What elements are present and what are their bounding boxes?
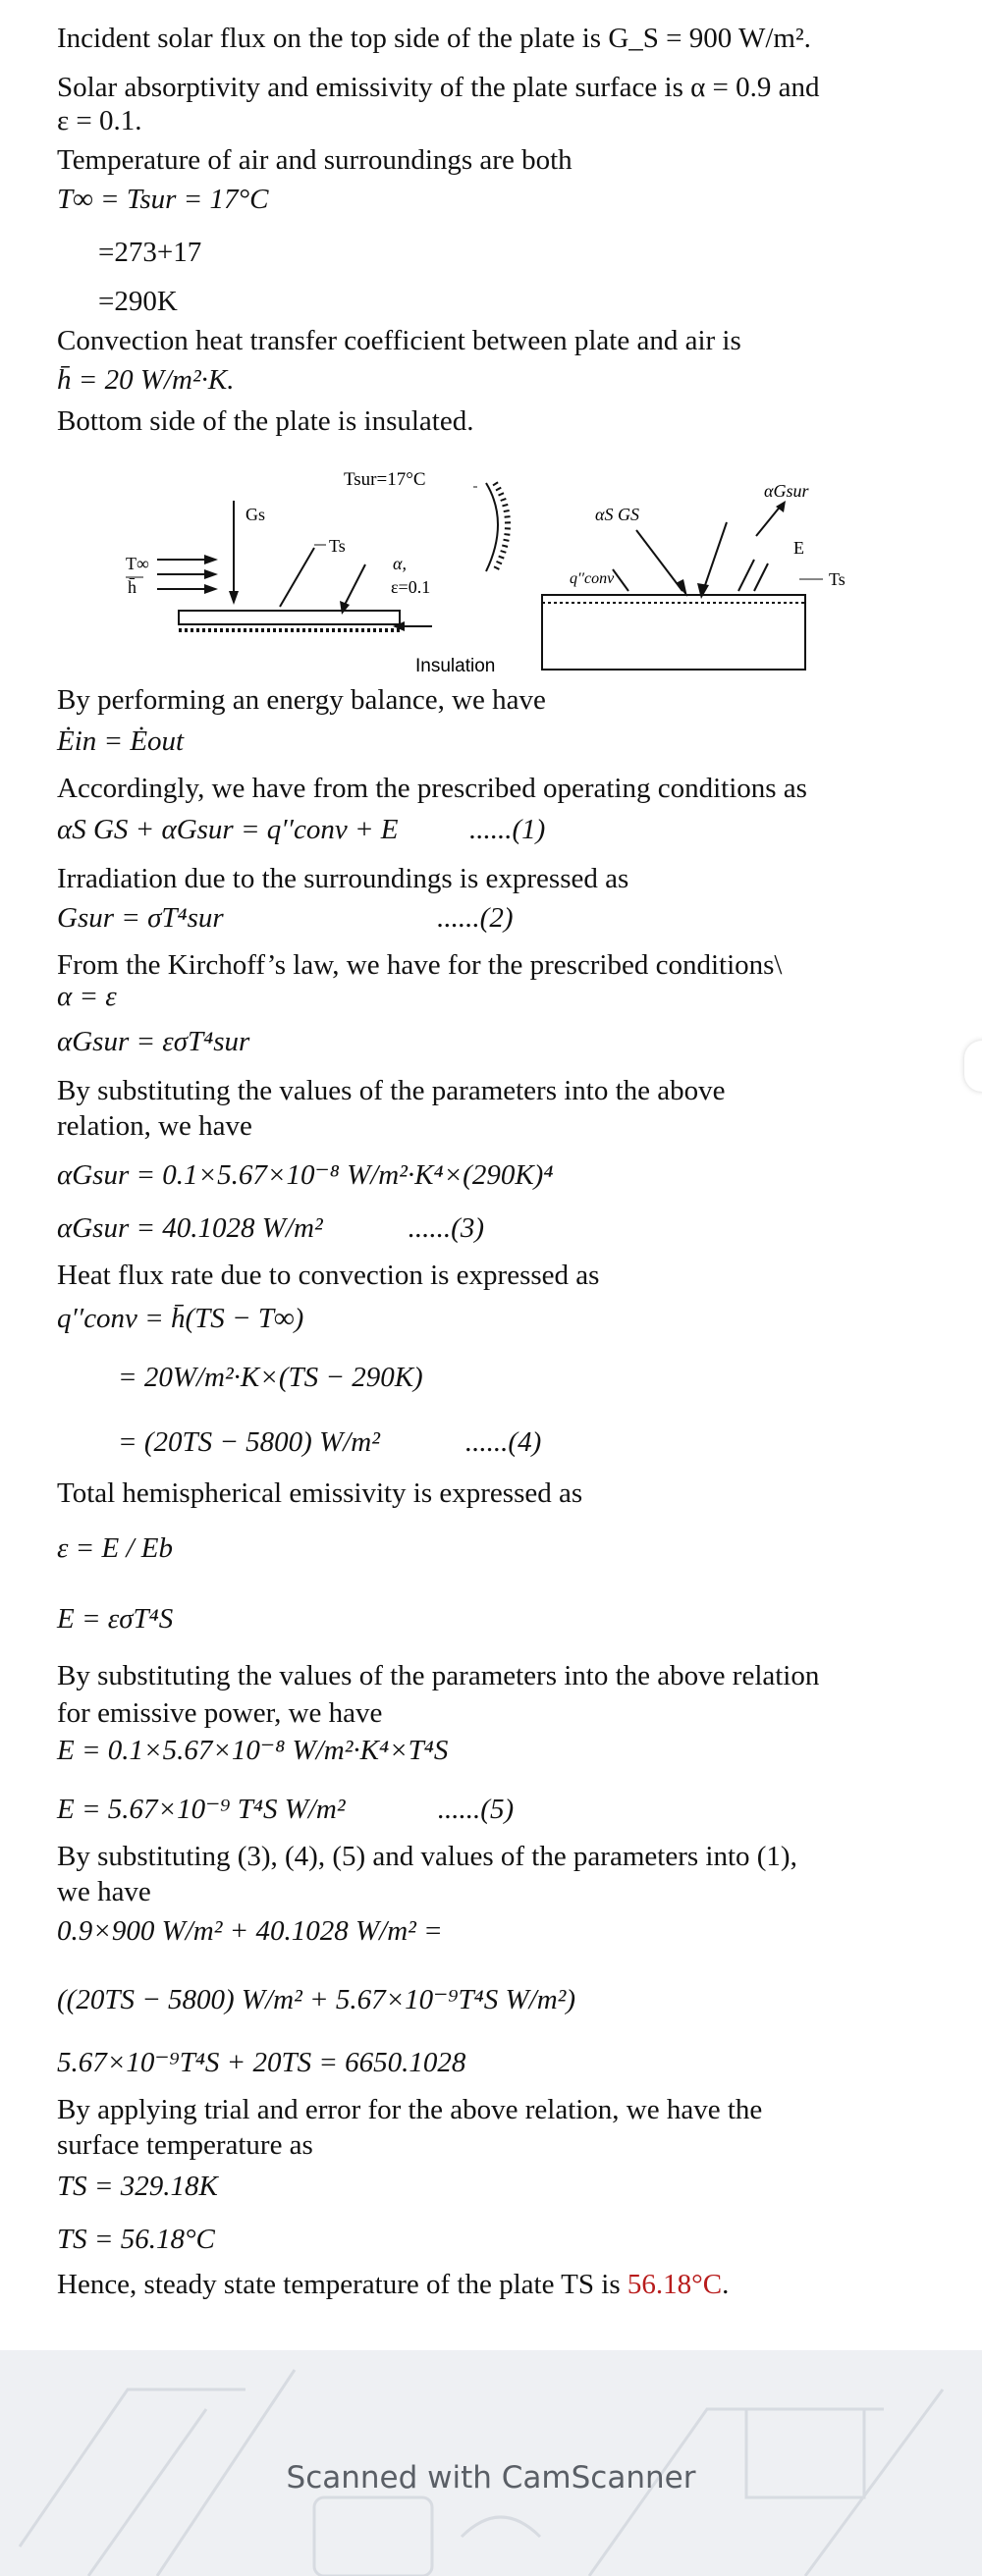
equation: =290K [98, 286, 178, 317]
text-line: surface temperature as [57, 2129, 313, 2161]
equation: TS = 329.18K [57, 2171, 218, 2202]
text-line: By substituting the values of the parameters into the above relation [57, 1660, 820, 1691]
camscanner-footer [0, 2350, 982, 2576]
text-line: Heat flux rate due to convection is expressed as [57, 1260, 600, 1291]
text-line: By performing an energy balance, we have [57, 684, 546, 716]
equation: TS = 56.18°C [57, 2224, 215, 2255]
label-hbar: h̄ [128, 577, 136, 597]
equation: q′′conv = h̄(TS − T∞) [57, 1303, 304, 1334]
answer-value: 56.18°C [627, 2269, 723, 2300]
equation: 0.9×900 W/m² + 40.1028 W/m² = [57, 1915, 443, 1947]
label-insulation: Insulation [415, 656, 496, 676]
label-alpha: α, [393, 554, 407, 573]
plate-diagram [108, 461, 854, 687]
footer-text: Scanned with CamScanner [286, 2460, 696, 2496]
scroll-handle[interactable] [964, 1041, 982, 1092]
text-line: Bottom side of the plate is insulated. [57, 405, 474, 437]
equation: E = 0.1×5.67×10⁻⁸ W/m²·K⁴×T⁴S [57, 1735, 449, 1766]
text-line: By substituting (3), (4), (5) and values of the parameters into (1), [57, 1841, 797, 1872]
label-alpha-gs: αS GS [595, 505, 639, 524]
equation: αGsur = 40.1028 W/m² ......(3) [57, 1212, 484, 1244]
text-line: Solar absorptivity and emissivity of the plate surface is α = 0.9 and [57, 72, 820, 103]
equation: Gsur = σT⁴sur ......(2) [57, 902, 514, 934]
equation: = (20TS − 5800) W/m² ......(4) [118, 1426, 542, 1458]
conclusion-suffix: . [722, 2269, 730, 2300]
text-line: By applying trial and error for the above relation, we have the [57, 2094, 763, 2125]
equation: = 20W/m²·K×(TS − 290K) [118, 1362, 423, 1393]
label-ts-left: Ts [329, 536, 346, 556]
label-eps: ε=0.1 [391, 577, 431, 597]
text-line: ε = 0.1. [57, 105, 142, 136]
equation: E = εσT⁴S [57, 1603, 174, 1635]
text-line: Convection heat transfer coefficient between plate and air is [57, 325, 741, 356]
label-tsur: Tsur=17°C [344, 469, 426, 490]
text-line: Incident solar flux on the top side of the plate is G_S = 900 W/m². [57, 23, 811, 54]
label-gs: Gs [246, 505, 266, 524]
equation: αGsur = 0.1×5.67×10⁻⁸ W/m²·K⁴×(290K)⁴ [57, 1159, 554, 1191]
text-line: Accordingly, we have from the prescribed operating conditions as [57, 773, 807, 804]
equation: =273+17 [98, 237, 202, 268]
label-tinf: T∞ [126, 554, 149, 573]
conclusion-line [57, 2268, 729, 2301]
conclusion-prefix: Hence, steady state temperature of the plate TS is [57, 2269, 627, 2300]
text-line: we have [57, 1876, 151, 1907]
equation: E = 5.67×10⁻⁹ T⁴S W/m² ......(5) [57, 1794, 515, 1825]
text-line: Irradiation due to the surroundings is expressed as [57, 863, 629, 894]
text-line: for emissive power, we have [57, 1697, 383, 1729]
equation: ((20TS − 5800) W/m² + 5.67×10⁻⁹T⁴S W/m²) [57, 1984, 576, 2015]
equation: ε = E / Eb [57, 1532, 173, 1564]
text-line: From the Kirchoff’s law, we have for the prescribed conditions\ [57, 949, 783, 981]
label-e: E [793, 538, 804, 558]
equation: α = ε [57, 981, 117, 1012]
equation: T∞ = Tsur = 17°C [57, 184, 269, 215]
equation: αGsur = εσT⁴sur [57, 1026, 250, 1057]
equation: αS GS + αGsur = q′′conv + E ......(1) [57, 814, 546, 845]
equation: 5.67×10⁻⁹T⁴S + 20TS = 6650.1028 [57, 2047, 466, 2078]
text-line: relation, we have [57, 1110, 252, 1142]
text-line: By substituting the values of the parameters into the above [57, 1075, 726, 1106]
text-line: Temperature of air and surroundings are both [57, 144, 573, 176]
label-q-conv: q′′conv [570, 570, 615, 587]
label-ts-right: Ts [829, 569, 846, 589]
text-line: Total hemispherical emissivity is expressed as [57, 1477, 583, 1509]
equation: Ėin = Ėout [57, 725, 185, 757]
label-alpha-gsur: αGsur [764, 481, 809, 501]
equation: h̄ = 20 W/m²·K. [57, 364, 235, 396]
